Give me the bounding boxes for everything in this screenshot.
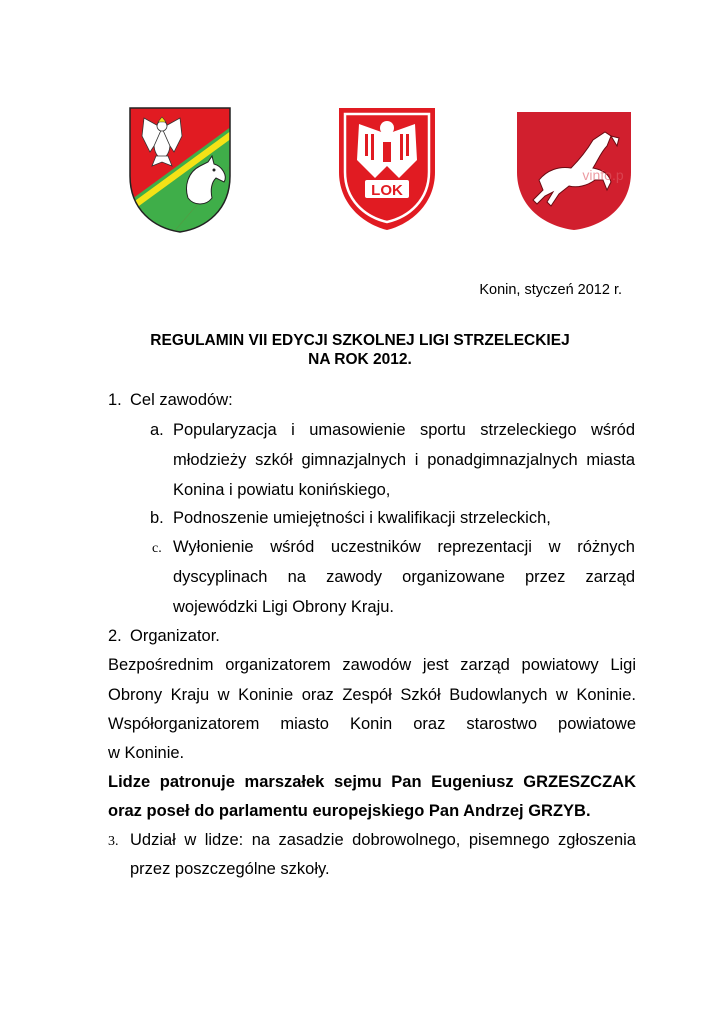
item-c-line-3: wojewódzki Ligi Obrony Kraju. — [173, 598, 395, 616]
section-3-number: 3. — [108, 834, 119, 849]
patron-line-2: oraz poseł do parlamentu europejskiego Pan Andrzej GRZYB. — [108, 802, 591, 820]
item-c-line-1: Wyłonienie wśród uczestników reprezentacji w różnych — [173, 538, 635, 556]
item-a-line-3: Konina i powiatu konińskiego, — [173, 481, 391, 499]
section-2-line-1: Bezpośrednim organizatorem zawodów jest zarząd powiatowy Ligi — [108, 656, 636, 674]
section-1-number: 1. — [108, 391, 122, 409]
wielkopolska-crest-icon — [128, 106, 232, 234]
section-2-line-4: w Koninie. — [108, 744, 185, 762]
patron-line-1: Lidze patronuje marszałek sejmu Pan Eugeniusz GRZESZCZAK — [108, 773, 636, 791]
section-2-number: 2. — [108, 627, 122, 645]
lok-emblem-text: LOK — [371, 182, 403, 199]
item-b-line-1: Podnoszenie umiejętności i kwalifikacji strzeleckich, — [173, 509, 551, 527]
item-a-line-1: Popularyzacja i umasowienie sportu strzeleckiego wśród — [173, 421, 635, 439]
section-2-line-2: Obrony Kraju w Koninie oraz Zespół Szkół Budowlanych w Koninie. — [108, 686, 636, 704]
konin-county-crest-icon — [515, 110, 633, 232]
section-2-heading: Organizator. — [130, 627, 220, 645]
section-1-heading: Cel zawodów: — [130, 391, 233, 409]
section-3-line-1: Udział w lidze: na zasadzie dobrowolnego, pisemnego zgłoszenia — [130, 831, 636, 849]
document-title — [100, 331, 620, 369]
item-c-marker: c. — [152, 541, 162, 556]
item-a-marker: a. — [150, 421, 164, 439]
item-a-line-2: młodzieży szkół gimnazjalnych i ponadgimnazjalnych miasta — [173, 451, 635, 469]
lok-emblem-icon — [335, 104, 439, 232]
watermark-text: vinfo.p — [582, 167, 624, 183]
item-b-marker: b. — [150, 509, 164, 527]
section-2-line-3: Współorganizatorem miasto Konin oraz starostwo powiatowe — [108, 715, 636, 733]
document-date: Konin, styczeń 2012 r. — [479, 282, 622, 298]
title-line-1: REGULAMIN VII EDYCJI SZKOLNEJ LIGI STRZELECKIEJ — [150, 332, 570, 349]
item-c-line-2: dyscyplinach na zawody organizowane przez zarząd — [173, 568, 635, 586]
section-3-line-2: przez poszczególne szkoły. — [130, 860, 330, 878]
title-line-2: NA ROK 2012. — [308, 351, 412, 368]
